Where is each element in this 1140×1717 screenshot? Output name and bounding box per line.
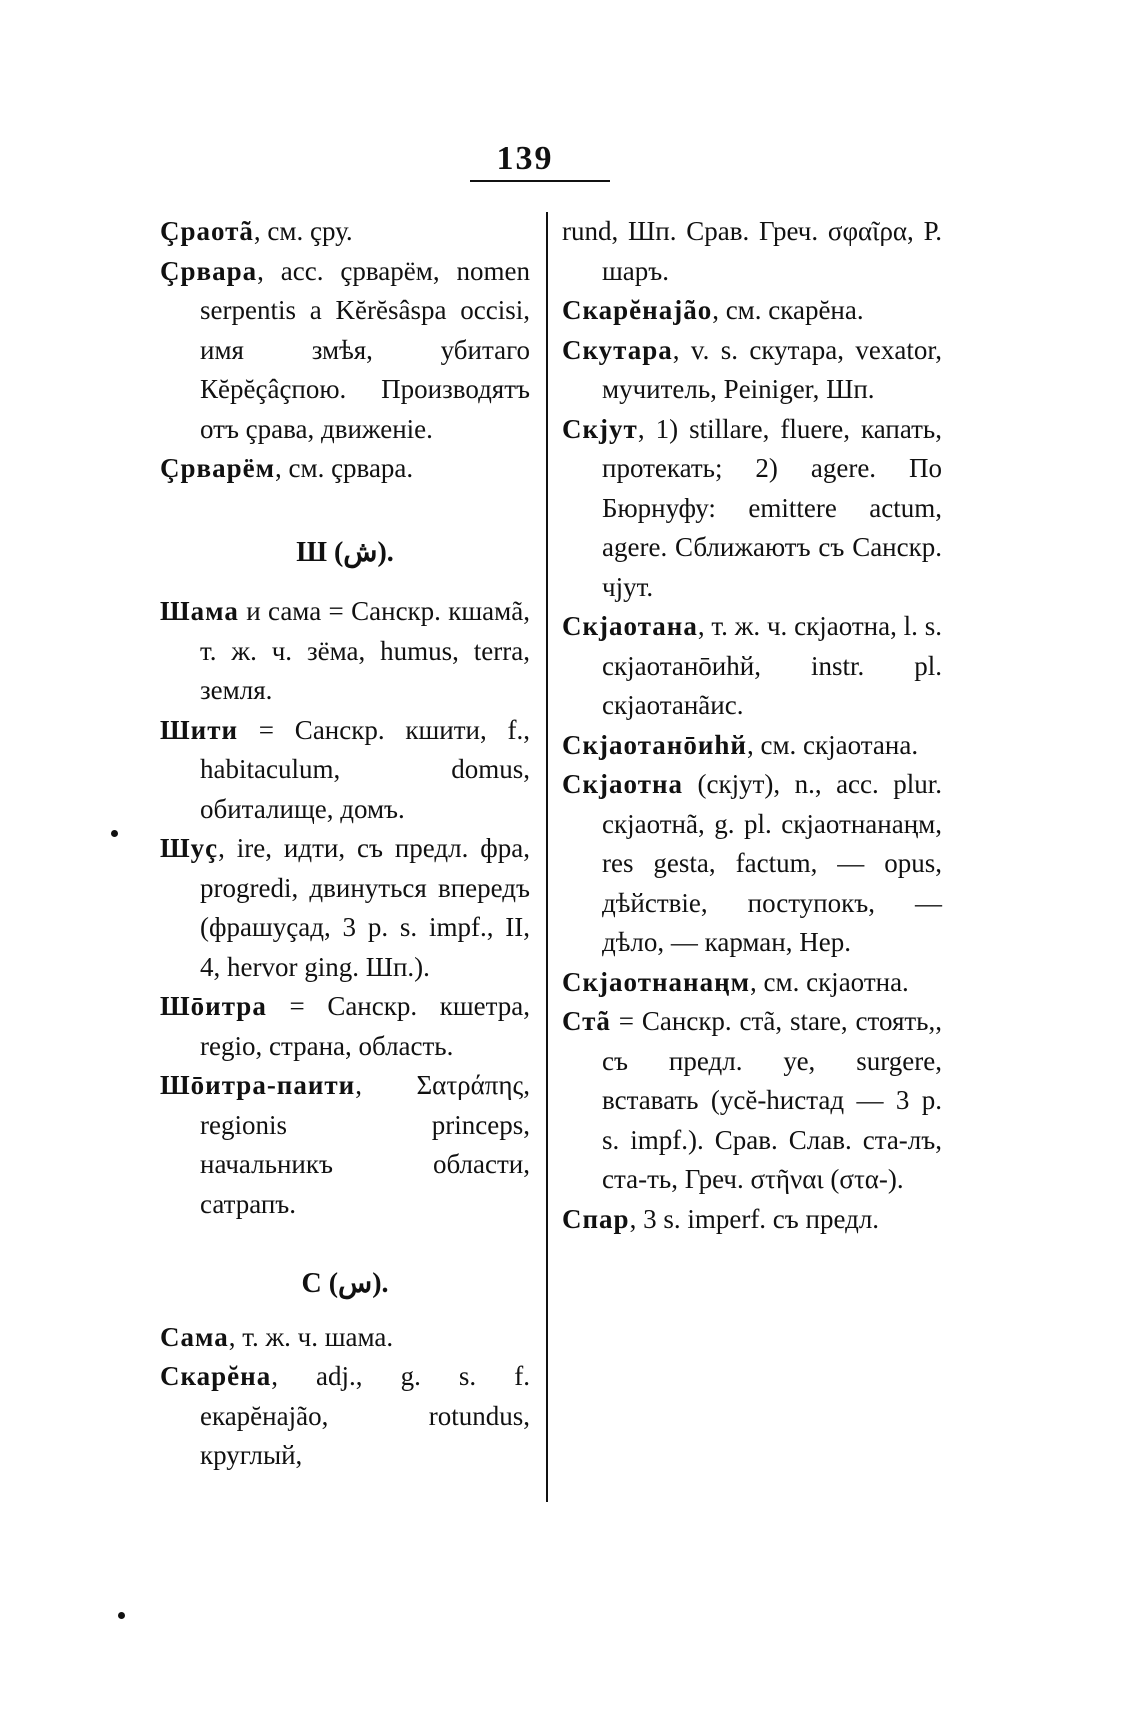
- left-column: [160, 212, 530, 1476]
- entry-headword: Скјаотанōиһй: [562, 729, 747, 760]
- entry-headword: Шōитра: [160, 991, 267, 1021]
- dictionary-entry: [562, 1200, 942, 1240]
- entry-body: , см. çру.: [253, 216, 353, 246]
- entry-body: = Санскр. кшити, f., habitaculum, domus, обиталище, домъ.: [200, 714, 530, 824]
- dictionary-entry: [562, 291, 942, 331]
- dictionary-entry: [562, 410, 942, 608]
- entry-body: , т. ж. ч. шама.: [228, 1321, 394, 1352]
- entry-headword: Стã: [562, 1006, 611, 1036]
- dictionary-entry: [160, 987, 530, 1066]
- dictionary-entry: [160, 212, 530, 252]
- entry-body: , acc. çрварём, nomen serpentis a Kĕrĕsâspa occisi, имя змѣя, убитаго Кĕрĕçâçпою. Производятъ отъ çрава, движеніе.: [200, 255, 530, 444]
- dictionary-entry: [562, 1002, 942, 1200]
- entry-body: , т. ж. ч. скјаотна, l. s. скјаотанōиһй, instr. pl. скјаотанãис.: [602, 611, 942, 720]
- entry-headword: Шуç: [160, 833, 219, 863]
- entry-headword: Скарĕна: [160, 1361, 272, 1391]
- dictionary-entry: [562, 963, 942, 1003]
- right-column: [562, 212, 942, 1239]
- entry-body: , см. çрвара.: [275, 453, 414, 483]
- entry-body: , 3 s. imperf. съ предл.: [629, 1203, 880, 1234]
- dictionary-entry: [160, 1318, 530, 1358]
- entry-body: , 1) stillare, fluere, капать, протекать; 2) agere. По Бюрнуфу: emittere actum, agere. Сближаютъ съ Санскр. чјут.: [602, 413, 942, 602]
- dictionary-entry: [562, 331, 942, 410]
- entry-body: = Санскр. кшетра, regio, страна, область.: [200, 991, 530, 1061]
- dictionary-entry: [160, 1357, 530, 1476]
- entry-body: , v. s. скутара, vexator, мучитель, Peiniger, Шп.: [602, 334, 942, 404]
- entry-headword: Шама: [160, 596, 239, 626]
- dictionary-entry-continuation: [562, 212, 942, 291]
- entry-headword: Шити: [160, 714, 239, 745]
- entry-body: (скјут), n., acc. plur. скјаотнã, g. pl. скјаотнанаңм, res gesta, factum, — opus, дѣйствіе, поступокъ, — дѣло, — карман, Нер.: [602, 769, 942, 957]
- entry-headword: Скутара: [562, 334, 673, 365]
- entry-headword: Шōитра-паити: [160, 1070, 356, 1100]
- dictionary-entry: [160, 449, 530, 489]
- dictionary-entry: [562, 607, 942, 726]
- entry-body: , Σατράπης, regionis princeps, начальникъ области, сатрапъ.: [200, 1070, 530, 1219]
- ink-dot: [111, 830, 118, 837]
- entry-body: rund, Шп. Срав. Греч. σφαῖρα, Р. шаръ.: [562, 216, 942, 286]
- entry-headword: Çрварём: [160, 453, 275, 483]
- entry-headword: Скјаотнанаңм: [562, 966, 751, 997]
- entry-body: = Санскр. стã, stare, стоять,, съ предл. уе, surgere, вставать (уcĕ-һистад — 3 p. s. impf.). Срав. Слав. ста-лъ, ста-ть, Греч. στῆναι (στα-).: [602, 1006, 942, 1194]
- entry-body: , ire, идти, съ предл. фра, progredi, двинуться впередъ (фрашуçад, 3 p. s. impf., II, 4, hervor ging. Шп.).: [200, 833, 530, 982]
- page-number: 139: [496, 140, 554, 177]
- entry-headword: Скјут: [562, 413, 638, 444]
- column-divider: [546, 212, 548, 1502]
- dictionary-entry: [160, 711, 530, 830]
- dictionary-entry: [160, 1066, 530, 1224]
- dictionary-entry: [160, 829, 530, 987]
- entry-body: , см. скарĕна.: [712, 295, 864, 325]
- entry-body: , adj., g. s. f. екарĕнаjão, rotundus, круглый,: [200, 1361, 530, 1470]
- entry-headword: Çраотã: [160, 216, 254, 246]
- entry-body: и сама = Санскр. кшамã, т. ж. ч. зёма, humus, terra, земля.: [200, 596, 530, 705]
- section-heading: Ш (ش).: [296, 536, 394, 568]
- entry-body: , см. скјаотана.: [746, 729, 919, 760]
- entry-headword: Спар: [562, 1203, 630, 1234]
- entry-headword: Çрвара: [160, 255, 258, 286]
- page-number-rule: [470, 180, 610, 182]
- entry-headword: Скјаотна: [562, 769, 684, 799]
- entry-headword: Сама: [160, 1321, 229, 1352]
- entry-headword: Скарĕнаjão: [562, 295, 713, 325]
- dictionary-entry: [562, 765, 942, 963]
- dictionary-entry: [562, 726, 942, 766]
- ink-dot: [118, 1612, 125, 1619]
- entry-body: , см. скјаотна.: [750, 966, 909, 997]
- entry-headword: Скјаотана: [562, 611, 698, 641]
- dictionary-entry: [160, 252, 530, 450]
- dictionary-entry: [160, 592, 530, 711]
- section-heading: С (س).: [301, 1268, 389, 1299]
